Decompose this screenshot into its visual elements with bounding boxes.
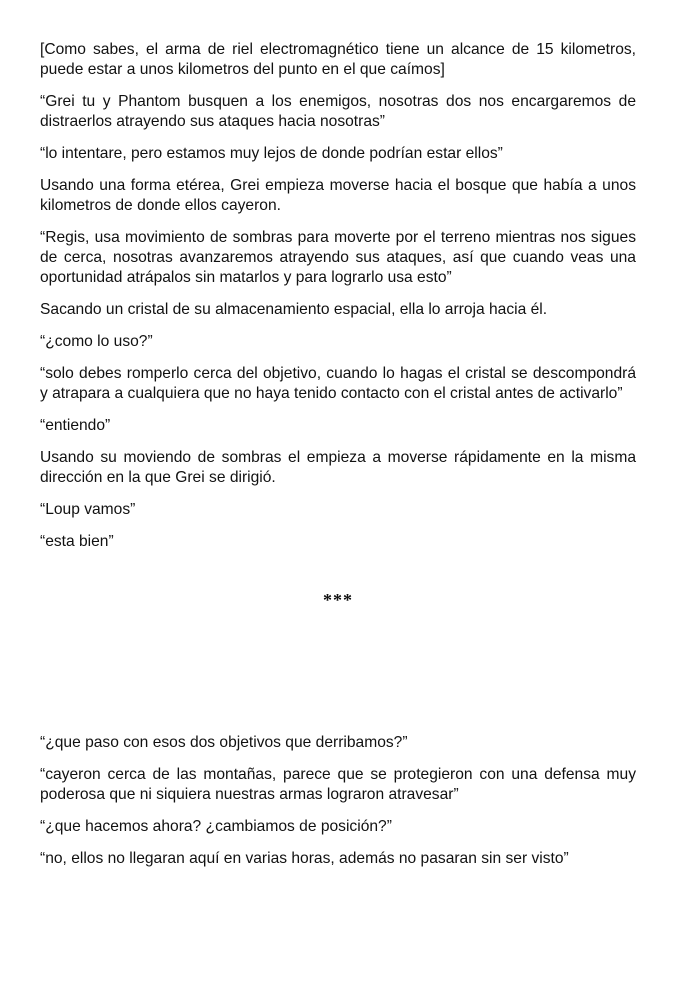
paragraph: [Como sabes, el arma de riel electromagnético tiene un alcance de 15 kilometros, puede estar a unos kilometros del punto en el que caímos] bbox=[40, 41, 636, 78]
paragraph: Usando su moviendo de sombras el empieza a moverse rápidamente en la misma dirección en la que Grei se dirigió. bbox=[40, 449, 636, 486]
paragraph: “solo debes romperlo cerca del objetivo, cuando lo hagas el cristal se descompondrá y atrapara a cualquiera que no haya tenido contacto con el cristal antes de activarlo” bbox=[40, 365, 636, 402]
paragraph: “¿como lo uso?” bbox=[40, 333, 153, 350]
paragraph: “Loup vamos” bbox=[40, 501, 136, 518]
paragraph: “no, ellos no llegaran aquí en varias horas, además no pasaran sin ser visto” bbox=[40, 850, 569, 867]
paragraph: “entiendo” bbox=[40, 417, 111, 434]
scene-separator: *** bbox=[323, 590, 353, 610]
document-page bbox=[40, 40, 636, 610]
paragraph: “Regis, usa movimiento de sombras para moverte por el terreno mientras nos sigues de cerca, nosotras avanzaremos atrayendo sus ataques, así que cuando veas una oportunidad atrápalos sin matarlos y para lograrlo usa esto” bbox=[40, 229, 636, 286]
paragraph: Sacando un cristal de su almacenamiento espacial, ella lo arroja hacia él. bbox=[40, 301, 548, 318]
paragraph: “¿que hacemos ahora? ¿cambiamos de posición?” bbox=[40, 818, 392, 835]
paragraph: “lo intentare, pero estamos muy lejos de donde podrían estar ellos” bbox=[40, 145, 503, 162]
paragraph: Usando una forma etérea, Grei empieza moverse hacia el bosque que había a unos kilometros de donde ellos cayeron. bbox=[40, 177, 636, 214]
paragraph: “Grei tu y Phantom busquen a los enemigos, nosotras dos nos encargaremos de distraerlos atrayendo sus ataques hacia nosotras” bbox=[40, 93, 636, 130]
document-section-2 bbox=[40, 733, 636, 881]
paragraph: “cayeron cerca de las montañas, parece que se protegieron con una defensa muy poderosa que ni siquiera nuestras armas lograron atravesar” bbox=[40, 766, 636, 803]
paragraph: “esta bien” bbox=[40, 533, 114, 550]
paragraph: “¿que paso con esos dos objetivos que derribamos?” bbox=[40, 734, 408, 751]
